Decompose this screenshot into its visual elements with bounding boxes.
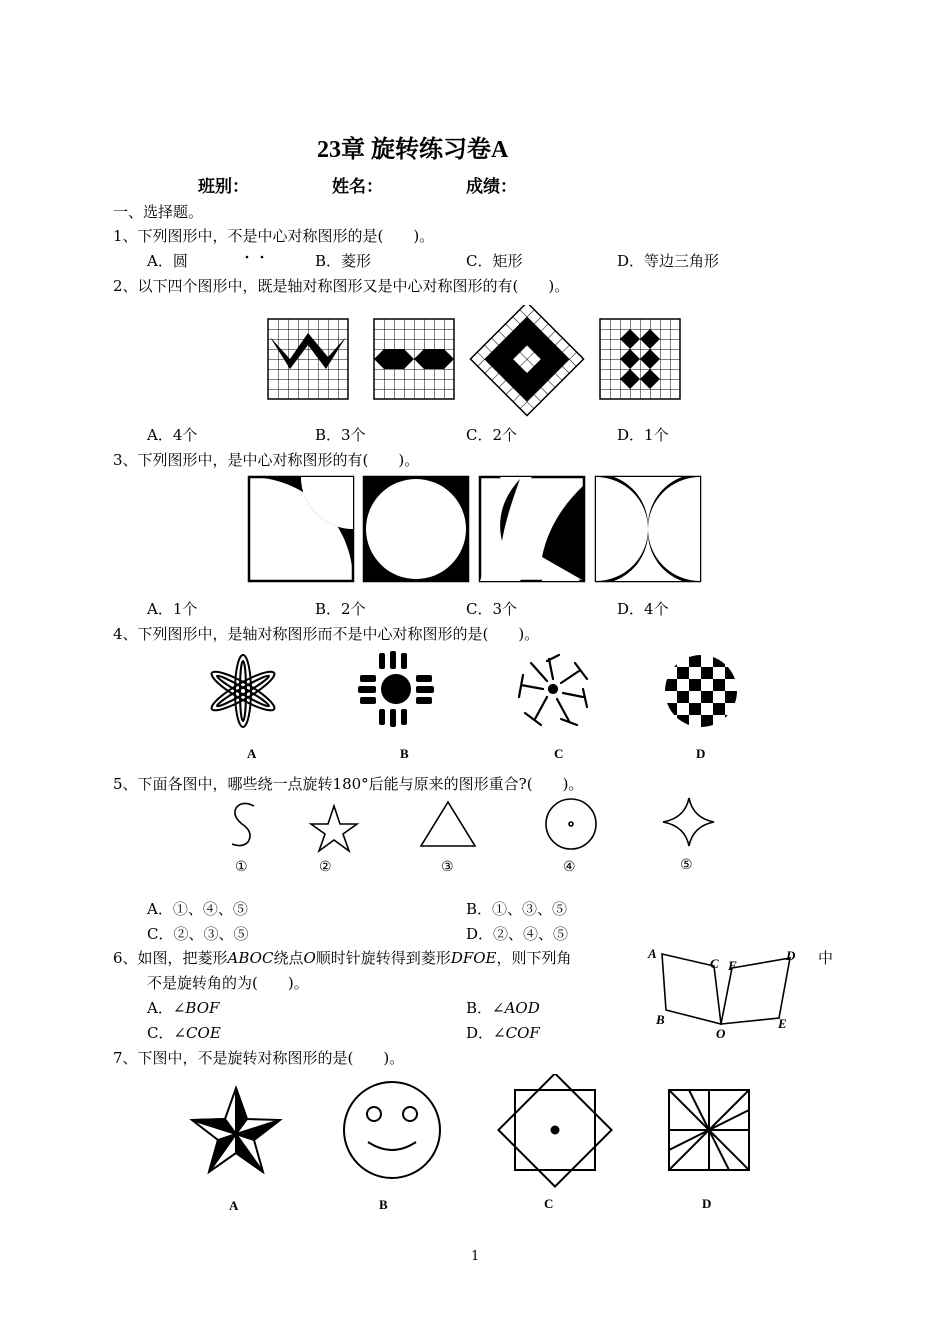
q5-shape-figures [222,796,722,858]
q1-option-a: A．圆 [147,252,188,270]
q5-label-4: ④ [563,859,576,875]
q5-option-a: A．①、④、⑤ [147,900,248,918]
q5-option-d: D．②、④、⑤ [466,925,569,943]
class-label: 班别： [198,177,249,197]
q3-option-d: D．4个 [617,600,669,618]
point-label-a: A [648,946,657,961]
q4-label-c: C [554,746,564,761]
q6-rhombus-diagram [646,944,806,1044]
q5-label-2: ② [319,859,332,875]
q3-square-figures [246,474,706,586]
q7-label-b: B [379,1197,388,1212]
q5-label-5: ⑤ [680,857,693,873]
point-label-c: C [710,956,719,971]
point-label-e: E [778,1016,787,1031]
q3-option-b: B．2个 [315,600,366,618]
q3-option-c: C．3个 [466,600,518,618]
q2-option-c: C．2个 [466,426,518,444]
q6-option-c: C．∠COE [147,1024,221,1042]
q2-option-d: D．1个 [617,426,669,444]
q7-label-c: C [544,1196,554,1211]
q1-option-d: D．等边三角形 [617,252,720,270]
q1-text: 1、下列图形中，不是中心对称图形的是( )。 [113,227,435,245]
emphasis-dots [244,244,274,248]
q5-option-b: B．①、③、⑤ [466,900,568,918]
score-label: 成绩： [466,177,517,197]
q7-label-d: D [702,1196,712,1211]
q7-label-a: A [229,1198,239,1213]
page-title: 23章 旋转练习卷A [317,137,509,163]
q3-option-a: A．1个 [147,600,198,618]
q2-text: 2、以下四个图形中，既是轴对称图形又是中心对称图形的有( )。 [113,277,570,295]
q7-rotation-figures [186,1074,756,1190]
q4-text: 4、下列图形中，是轴对称图形而不是中心对称图形的是( )。 [113,625,540,643]
q4-label-d: D [696,746,706,761]
point-label-b: B [656,1012,665,1027]
q1-option-c: C．矩形 [466,252,523,270]
q5-text: 5、下面各图中，哪些绕一点旋转180°后能与原来的图形重合?( )。 [113,775,584,793]
q7-text: 7、下图中，不是旋转对称图形的是( )。 [113,1049,405,1067]
q4-label-b: B [400,746,409,761]
q5-label-1: ① [235,859,248,875]
q4-label-a: A [247,746,257,761]
q6-text-tail: 中 [818,949,834,967]
point-label-f: F [728,958,737,973]
point-label-d: D [786,948,796,963]
q5-option-c: C．②、③、⑤ [147,925,249,943]
q4-emblem-figures [205,648,745,734]
q6-text-line2: 不是旋转角的为( )。 [147,974,309,992]
q6-text: 6、如图，把菱形ABOC绕点O顺时针旋转得到菱形DFOE，则下列角 [113,949,572,967]
name-label: 姓名： [332,177,383,197]
q5-label-3: ③ [441,859,454,875]
q6-option-d: D．∠COF [466,1024,540,1042]
q2-option-a: A．4个 [147,426,198,444]
q3-text: 3、下列图形中，是中心对称图形的有( )。 [113,451,420,469]
q2-grid-figures [264,305,694,417]
q1-option-b: B．菱形 [315,252,372,270]
section-heading: 一、选择题。 [113,203,204,221]
q2-option-b: B．3个 [315,426,366,444]
q6-option-a: A．∠BOF [147,999,220,1017]
page-number: 1 [471,1249,480,1264]
q6-option-b: B．∠AOD [466,999,540,1017]
point-label-o: O [716,1026,726,1041]
